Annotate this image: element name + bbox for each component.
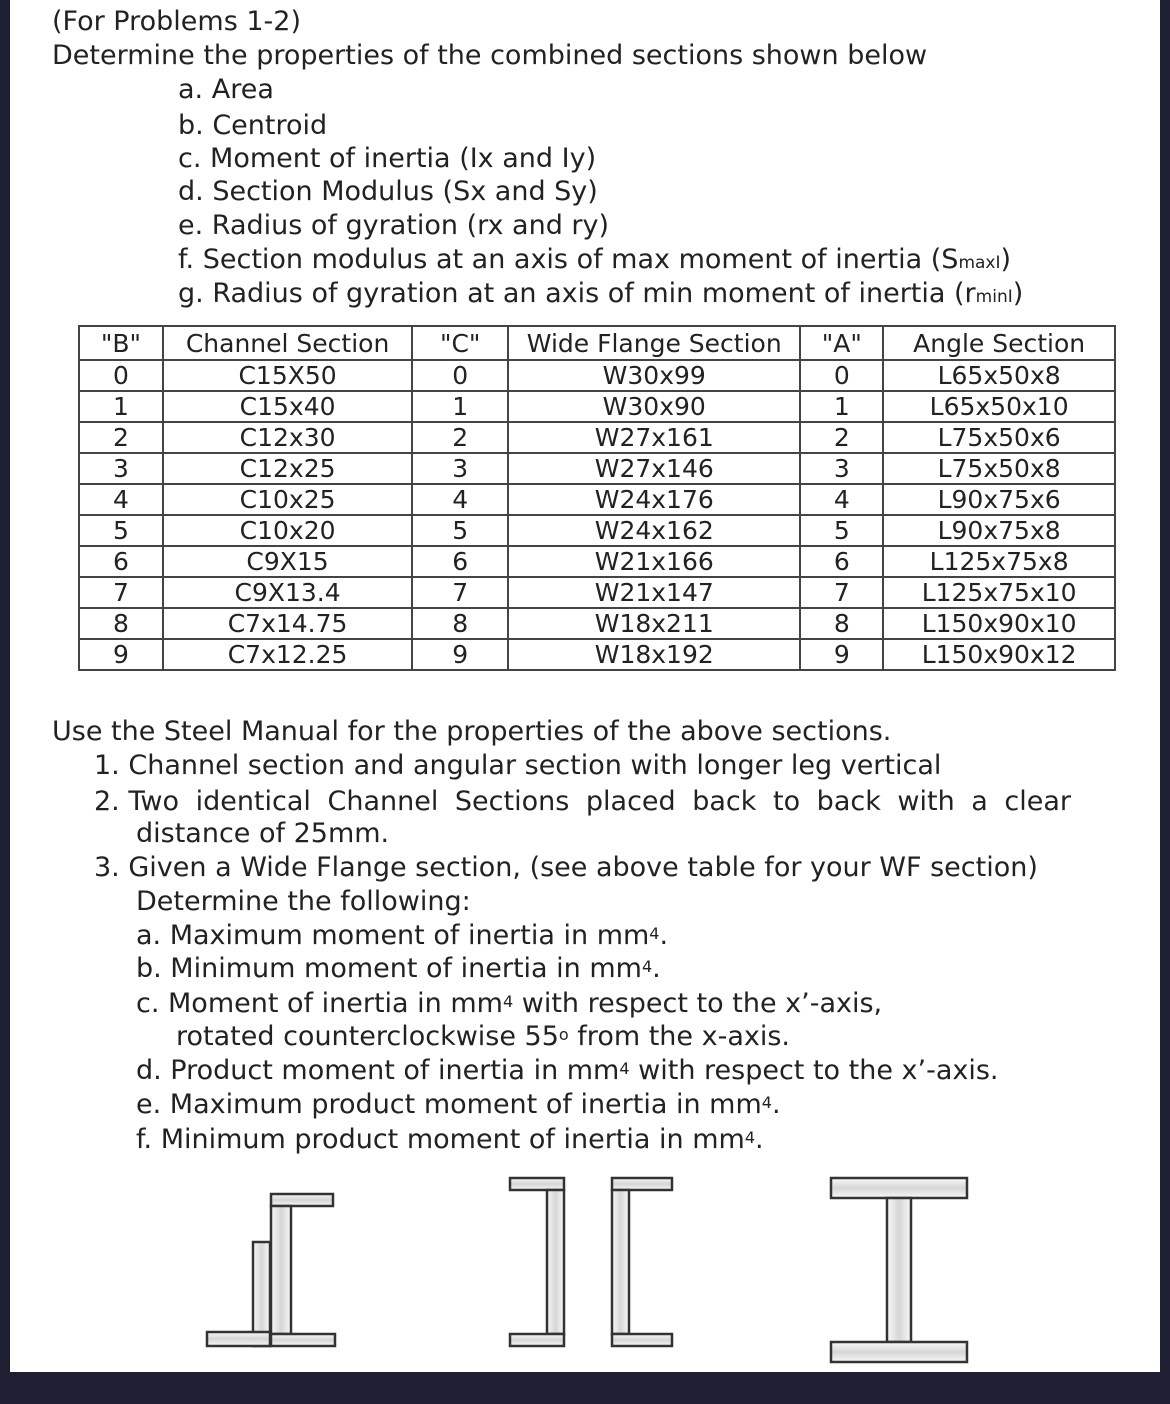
property-text: Section modulus at an axis of max moment of inertia (S xyxy=(202,244,959,275)
channel-angle-combo-sketch xyxy=(207,1194,335,1346)
table-row xyxy=(79,484,1115,515)
table-cell: 8 xyxy=(79,608,163,639)
table-cell: 9 xyxy=(79,639,163,670)
property-item xyxy=(178,110,327,142)
table-cell: 3 xyxy=(79,453,163,484)
right-channel-top-flange xyxy=(612,1178,672,1190)
superscript: 4 xyxy=(761,1093,772,1112)
property-item xyxy=(178,176,598,208)
sections-table xyxy=(78,325,1116,671)
closing-paren: ) xyxy=(1012,278,1024,309)
sub-item-c-continued xyxy=(176,1021,790,1053)
table-cell: 9 xyxy=(412,639,508,670)
closing-paren: ) xyxy=(1000,244,1012,275)
property-letter: b. xyxy=(178,110,204,141)
table-cell: C10x25 xyxy=(163,484,412,515)
table-cell: W21x147 xyxy=(508,577,800,608)
problem-number: 3. xyxy=(94,852,120,883)
table-cell: W27x146 xyxy=(508,453,800,484)
table-row xyxy=(79,360,1115,391)
table-cell: C15x40 xyxy=(163,391,412,422)
superscript: 4 xyxy=(502,992,514,1011)
subscript-minI: minI xyxy=(975,287,1013,307)
problems-subtitle: (For Problems 1-2) xyxy=(52,6,301,37)
sub-item-d xyxy=(136,1055,999,1087)
subscript-maxI: maxI xyxy=(958,253,1001,273)
sub-item-tail: . xyxy=(659,920,669,951)
property-item xyxy=(178,278,1023,313)
sub-item-tail: . xyxy=(652,953,661,984)
table-cell: 5 xyxy=(800,515,883,546)
sub-item-text: d. Product moment of inertia in mm xyxy=(136,1055,620,1086)
table-cell: 8 xyxy=(412,608,508,639)
table-cell: L75x50x8 xyxy=(883,453,1115,484)
problem-number: 1. xyxy=(94,750,120,781)
channel-web xyxy=(271,1206,291,1334)
property-letter: e. xyxy=(178,210,204,241)
table-cell: 2 xyxy=(79,422,163,453)
problem-1 xyxy=(94,750,941,782)
instruction-text: Determine the properties of the combined sections shown below xyxy=(52,40,928,71)
header-a: "A" xyxy=(800,326,883,360)
sub-item-c xyxy=(136,988,882,1020)
right-channel-web xyxy=(612,1190,629,1334)
table-cell: W24x176 xyxy=(508,484,800,515)
table-cell: 4 xyxy=(800,484,883,515)
table-cell: W24x162 xyxy=(508,515,800,546)
table-cell: C12x30 xyxy=(163,422,412,453)
property-letter: a. xyxy=(178,74,204,105)
table-cell: W30x90 xyxy=(508,391,800,422)
table-cell: L65x50x10 xyxy=(883,391,1115,422)
problem-text: Channel section and angular section with longer leg vertical xyxy=(128,750,942,781)
property-text: Radius of gyration at an axis of min moment of inertia (r xyxy=(212,278,976,309)
superscript: 4 xyxy=(619,1059,630,1078)
sub-item-f xyxy=(136,1124,764,1156)
table-header-row xyxy=(79,326,1115,360)
left-channel-web xyxy=(547,1190,564,1334)
sub-item-a xyxy=(136,920,668,952)
property-letter: f. xyxy=(178,244,195,275)
header-angle: Angle Section xyxy=(883,326,1115,360)
property-item xyxy=(178,244,1011,279)
table-row xyxy=(79,546,1115,577)
problem-number: 2. xyxy=(94,786,120,817)
table-cell: 3 xyxy=(800,453,883,484)
superscript: 4 xyxy=(641,957,653,976)
degree-symbol: o xyxy=(558,1025,569,1044)
right-channel-bottom-flange xyxy=(612,1334,672,1346)
wf-web xyxy=(887,1198,911,1342)
angle-vertical-leg xyxy=(253,1242,270,1346)
table-cell: C10x20 xyxy=(163,515,412,546)
sub-item-tail: . xyxy=(755,1124,764,1155)
table-cell: C7x14.75 xyxy=(163,608,412,639)
sub-item-text: c. Moment of inertia in mm xyxy=(136,988,503,1019)
section-sketches xyxy=(195,1172,985,1368)
bottom-bar xyxy=(0,1372,1170,1404)
table-cell: L125x75x8 xyxy=(883,546,1115,577)
property-text: Radius of gyration (rx and ry) xyxy=(211,210,610,241)
table-cell: L90x75x8 xyxy=(883,515,1115,546)
sub-item-tail: with respect to the x’-axis, xyxy=(513,988,883,1019)
manual-note: Use the Steel Manual for the properties of the above sections. xyxy=(52,716,892,747)
problem-3-continued: Determine the following: xyxy=(136,886,471,917)
sub-item-tail: from the x-axis. xyxy=(568,1021,791,1052)
table-cell: L150x90x12 xyxy=(883,639,1115,670)
property-text: Area xyxy=(211,74,274,105)
problem-2 xyxy=(94,786,1140,818)
property-text: Section Modulus (Sx and Sy) xyxy=(212,176,598,207)
table-cell: 9 xyxy=(800,639,883,670)
table-cell: C7x12.25 xyxy=(163,639,412,670)
left-channel-top-flange xyxy=(510,1178,564,1190)
table-cell: W18x192 xyxy=(508,639,800,670)
wf-top-flange xyxy=(831,1178,967,1198)
channel-top-flange xyxy=(271,1194,333,1206)
header-c: "C" xyxy=(412,326,508,360)
table-cell: L65x50x8 xyxy=(883,360,1115,391)
property-item xyxy=(178,210,609,242)
table-cell: 7 xyxy=(79,577,163,608)
header-channel: Channel Section xyxy=(163,326,412,360)
sub-item-text: rotated counterclockwise 55 xyxy=(176,1021,559,1052)
table-cell: L90x75x6 xyxy=(883,484,1115,515)
property-text: Moment of inertia (Ix and Iy) xyxy=(210,143,597,174)
table-cell: C9X15 xyxy=(163,546,412,577)
sub-item-e xyxy=(136,1089,781,1121)
sub-item-text: e. Maximum product moment of inertia in mm xyxy=(136,1089,762,1120)
wf-bottom-flange xyxy=(831,1342,967,1362)
sub-item-b xyxy=(136,953,661,985)
property-letter: d. xyxy=(178,176,204,207)
problem-text: Two identical Channel Sections placed back to back with a clear xyxy=(128,786,1072,817)
table-cell: 0 xyxy=(412,360,508,391)
table-cell: 2 xyxy=(800,422,883,453)
table-row xyxy=(79,422,1115,453)
back-to-back-channels-sketch xyxy=(510,1178,672,1346)
table-cell: C9X13.4 xyxy=(163,577,412,608)
sub-item-tail: . xyxy=(771,1089,781,1120)
table-cell: 3 xyxy=(412,453,508,484)
table-cell: W30x99 xyxy=(508,360,800,391)
wide-flange-sketch xyxy=(831,1178,967,1362)
header-b: "B" xyxy=(79,326,163,360)
table-cell: 2 xyxy=(412,422,508,453)
table-cell: 0 xyxy=(79,360,163,391)
superscript: 4 xyxy=(744,1128,755,1147)
table-row xyxy=(79,515,1115,546)
table-cell: C15X50 xyxy=(163,360,412,391)
table-cell: L150x90x10 xyxy=(883,608,1115,639)
table-cell: W27x161 xyxy=(508,422,800,453)
sub-item-text: a. Maximum moment of inertia in mm xyxy=(136,920,650,951)
header-wide-flange: Wide Flange Section xyxy=(508,326,800,360)
table-cell: 1 xyxy=(800,391,883,422)
table-row xyxy=(79,608,1115,639)
channel-bottom-flange xyxy=(271,1334,335,1346)
table-cell: 5 xyxy=(79,515,163,546)
table-row xyxy=(79,639,1115,670)
table-row xyxy=(79,391,1115,422)
table-row xyxy=(79,453,1115,484)
property-item xyxy=(178,74,274,106)
table-cell: 5 xyxy=(412,515,508,546)
property-text: Centroid xyxy=(212,110,328,141)
angle-horizontal-leg xyxy=(207,1332,270,1346)
superscript: 4 xyxy=(649,924,660,943)
table-cell: 1 xyxy=(79,391,163,422)
table-cell: 4 xyxy=(412,484,508,515)
table-row xyxy=(79,577,1115,608)
left-channel-bottom-flange xyxy=(510,1334,564,1346)
problem-3 xyxy=(94,852,1038,884)
table-cell: 7 xyxy=(412,577,508,608)
table-cell: W18x211 xyxy=(508,608,800,639)
table-cell: 6 xyxy=(800,546,883,577)
property-item xyxy=(178,143,596,175)
table-cell: C12x25 xyxy=(163,453,412,484)
sub-item-text: f. Minimum product moment of inertia in mm xyxy=(136,1124,745,1155)
sub-item-text: b. Minimum moment of inertia in mm xyxy=(136,953,642,984)
problem-text: Given a Wide Flange section, (see above table for your WF section) xyxy=(128,852,1038,883)
table-cell: 7 xyxy=(800,577,883,608)
table-cell: 8 xyxy=(800,608,883,639)
table-cell: 4 xyxy=(79,484,163,515)
table-cell: L125x75x10 xyxy=(883,577,1115,608)
table-cell: 0 xyxy=(800,360,883,391)
table-cell: 1 xyxy=(412,391,508,422)
property-letter: g. xyxy=(178,278,204,309)
sub-item-tail: with respect to the x’-axis. xyxy=(629,1055,999,1086)
table-cell: L75x50x6 xyxy=(883,422,1115,453)
property-letter: c. xyxy=(178,143,202,174)
table-cell: W21x166 xyxy=(508,546,800,577)
table-cell: 6 xyxy=(412,546,508,577)
table-cell: 6 xyxy=(79,546,163,577)
problem-2-continued: distance of 25mm. xyxy=(136,818,390,849)
